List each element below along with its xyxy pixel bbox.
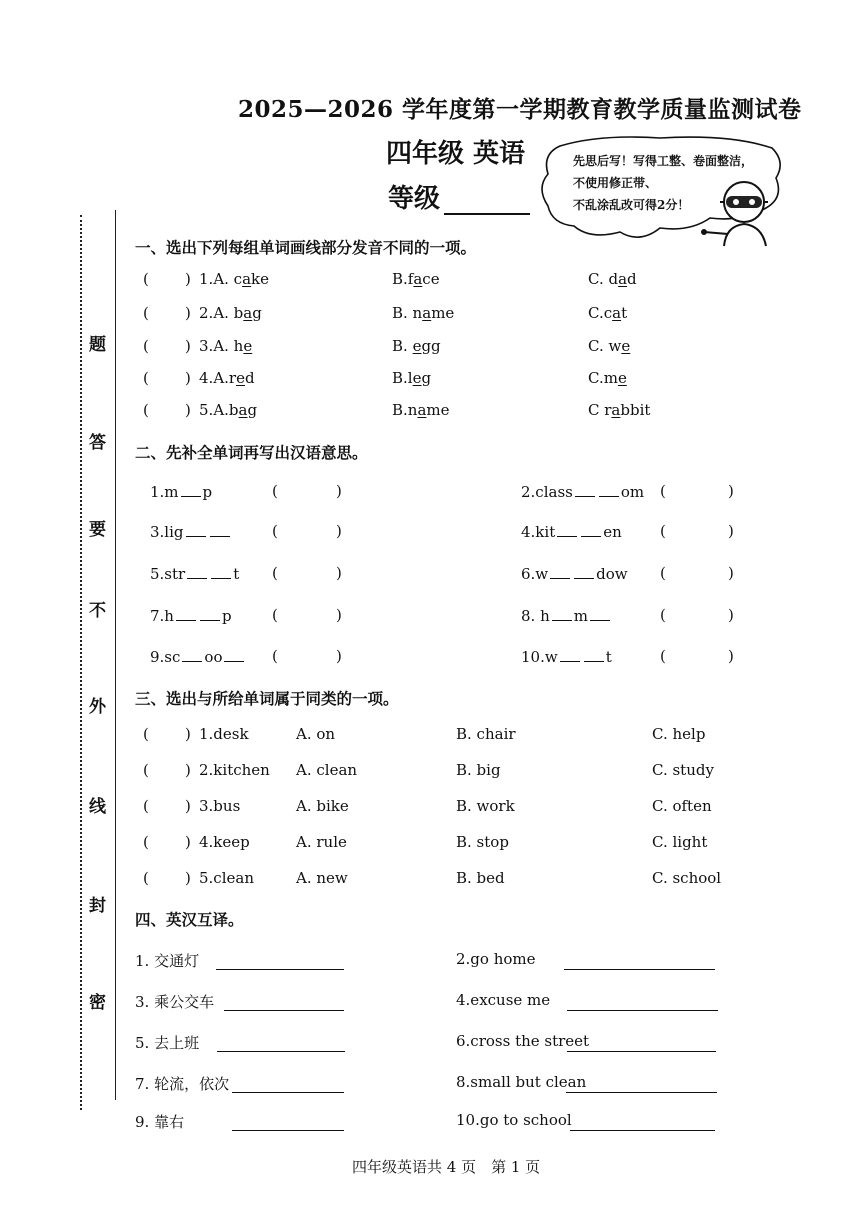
bubble-line-2: 不使用修正带、 [573,176,658,190]
answer-paren-open[interactable]: ( [143,797,149,815]
option-a: A. bike [296,797,349,815]
option-b: B. stop [456,833,509,851]
answer-line[interactable] [564,953,715,970]
answer-paren-open[interactable]: ( [143,369,149,387]
answer-paren-open[interactable]: ( [143,304,149,322]
binding-char-4: 不 [89,601,106,621]
fill-word [150,564,239,583]
answer-paren-open[interactable]: ( [143,401,149,419]
letter-blank[interactable] [211,564,231,579]
question-option-c [588,401,650,419]
word-prefix: 7.h [150,607,174,625]
letter-blank[interactable] [181,482,201,497]
answer-line[interactable] [224,994,344,1011]
option-c: C. school [652,869,722,887]
binding-char-6: 线 [89,797,106,817]
translate-item: 3. 乘公交车 [135,993,215,1011]
section2-title: 二、先补全单词再写出汉语意思。 [135,443,368,462]
answer-paren-open[interactable]: ( [143,270,149,288]
word-suffix: p [202,483,213,501]
question-option-b [392,337,441,355]
answer-line[interactable] [566,1076,717,1093]
question-option-b [392,369,431,387]
option-b: B. work [456,797,515,815]
word-suffix: t [233,565,240,583]
option-text: bbit [620,401,651,419]
word-middle: m [573,607,588,625]
question-option-a [199,337,252,355]
underlined-letter: a [611,401,621,419]
question-option-c [588,304,627,322]
meaning-paren-close: ) [336,606,342,624]
fill-word [150,606,232,625]
letter-blank[interactable] [176,606,196,621]
meaning-paren-close: ) [728,606,734,624]
binding-char-7: 封 [89,896,106,916]
option-text: B.f [392,270,414,288]
meaning-paren-close: ) [336,522,342,540]
option-a: A. new [296,869,348,887]
option-text: C.c [588,304,613,322]
question-number: 1. [199,270,214,288]
underlined-letter: a [242,270,252,288]
meaning-paren-open[interactable]: ( [272,606,278,624]
answer-paren-close: ) [185,869,191,887]
underlined-letter: a [618,270,628,288]
word-middle: oo [204,648,223,666]
word-prefix: 2.class [521,483,573,501]
section4-title: 四、英汉互译。 [135,910,244,929]
answer-paren-close: ) [185,797,191,815]
exam-title: 2025—2026 学年度第一学期教育教学质量监测试卷 [238,96,802,123]
answer-line[interactable] [567,994,718,1011]
question-number: 5. [199,401,214,419]
translate-item: 5. 去上班 [135,1034,200,1052]
grade-label: 等级 [388,184,441,214]
question-option-a [199,369,255,387]
answer-paren-close: ) [185,761,191,779]
underlined-letter: a [238,401,248,419]
word-suffix: en [603,523,622,541]
fill-word [521,647,612,666]
option-text: g [252,304,262,322]
option-text: B.n [392,401,418,419]
meaning-paren-open[interactable]: ( [660,606,666,624]
bubble-line-1: 先思后写！写得工整、卷面整洁， [573,154,754,168]
answer-paren-open[interactable]: ( [143,869,149,887]
grade-blank[interactable] [444,191,530,215]
binding-char-3: 要 [89,520,106,540]
option-text: ce [422,270,440,288]
option-text: me [431,304,455,322]
exam-subtitle: 四年级 英语 [386,139,526,169]
meaning-paren-open[interactable]: ( [660,564,666,582]
word-suffix: p [221,607,232,625]
option-text: C.m [588,369,618,387]
underlined-letter: a [422,304,432,322]
question-word: 4.keep [199,833,250,851]
question-option-a [199,270,269,288]
answer-paren-close: ) [185,833,191,851]
letter-blank[interactable] [210,522,230,537]
letter-blank[interactable] [590,606,610,621]
word-prefix: 3.lig [150,523,184,541]
question-word: 3.bus [199,797,241,815]
meaning-paren-close: ) [728,564,734,582]
answer-paren-open[interactable]: ( [143,337,149,355]
question-option-b [392,270,440,288]
answer-paren-close: ) [185,304,191,322]
meaning-paren-close: ) [728,647,734,665]
translate-item: 1. 交通灯 [135,952,200,970]
option-text: C. d [588,270,619,288]
question-word: 1.desk [199,725,249,743]
fill-word [521,482,644,501]
answer-line[interactable] [567,1035,716,1052]
letter-blank[interactable] [187,564,207,579]
option-text: g [247,401,258,419]
meaning-paren-open[interactable]: ( [272,522,278,540]
option-text: C r [588,401,612,419]
letter-blank[interactable] [552,606,572,621]
answer-line[interactable] [232,1076,344,1093]
meaning-paren-open[interactable]: ( [272,482,278,500]
word-prefix: 5.str [150,565,186,583]
letter-blank[interactable] [574,564,594,579]
answer-paren-close: ) [185,270,191,288]
option-text: A.r [213,369,237,387]
letter-blank[interactable] [550,564,570,579]
translate-item: 2.go home [456,950,536,968]
meaning-paren-close: ) [336,647,342,665]
meaning-paren-close: ) [728,522,734,540]
option-text: A. h [213,337,244,355]
binding-char-5: 外 [89,697,106,717]
underlined-letter: e [412,369,422,387]
option-text: t [621,304,628,322]
answer-paren-open[interactable]: ( [143,725,149,743]
question-option-c [588,337,630,355]
option-text: A. b [213,304,244,322]
option-b: B. big [456,761,501,779]
word-prefix: 4.kit [521,523,556,541]
option-text: B. n [392,304,423,322]
word-prefix: 10.w [521,648,558,666]
meaning-paren-close: ) [728,482,734,500]
option-a: A. on [296,725,336,743]
question-number: 4. [199,369,214,387]
option-a: A. rule [296,833,347,851]
underlined-letter: e [412,337,422,355]
option-c: C. light [652,833,708,851]
meaning-paren-open[interactable]: ( [272,564,278,582]
bubble-line-3: 不乱涂乱改可得2分！ [573,198,690,212]
option-text: gg [421,337,441,355]
answer-line[interactable] [570,1114,715,1131]
translate-item: 8.small but clean [456,1073,587,1091]
question-option-c [588,270,637,288]
letter-blank[interactable] [584,647,604,662]
word-prefix: 9.sc [150,648,181,666]
binding-solid-line [115,210,116,1100]
underlined-letter: a [612,304,622,322]
answer-paren-close: ) [185,401,191,419]
question-word: 5.clean [199,869,254,887]
word-prefix: 1.m [150,483,179,501]
letter-blank[interactable] [224,647,244,662]
question-option-a [199,304,262,322]
fill-word [521,564,628,583]
section3-title: 三、选出与所给单词属于同类的一项。 [135,689,399,708]
question-option-c [588,369,627,387]
translate-item: 6.cross the street [456,1032,590,1050]
answer-paren-close: ) [185,337,191,355]
question-word: 2.kitchen [199,761,270,779]
letter-blank[interactable] [186,522,206,537]
option-text: A.b [213,401,239,419]
option-text: C. w [588,337,622,355]
page-footer: 四年级英语共 4 页 第 1 页 [352,1158,541,1176]
underlined-letter: e [617,369,627,387]
word-prefix: 6.w [521,565,549,583]
option-a: A. clean [296,761,358,779]
meaning-paren-open[interactable]: ( [660,522,666,540]
option-text: me [426,401,450,419]
letter-blank[interactable] [182,647,202,662]
question-option-a [199,401,257,419]
fill-word [521,606,612,625]
underlined-letter: a [413,270,423,288]
translate-item: 7. 轮流，依次 [135,1075,230,1093]
robot-icon [700,176,780,254]
fill-word [521,522,622,541]
translate-item: 4.excuse me [456,991,551,1009]
answer-line[interactable] [216,953,344,970]
option-text: B.l [392,369,413,387]
fill-word [150,522,232,541]
option-text: d [244,369,255,387]
letter-blank[interactable] [560,647,580,662]
option-c: C. often [652,797,712,815]
answer-paren-close: ) [185,725,191,743]
word-prefix: 8. h [521,607,550,625]
section1-title: 一、选出下列每组单词画线部分发音不同的一项。 [135,238,477,257]
binding-dotted-line [80,215,82,1110]
underlined-letter: a [243,304,253,322]
binding-char-1: 题 [89,335,106,355]
word-suffix: dow [596,565,628,583]
fill-word [150,482,212,501]
underlined-letter: e [621,337,631,355]
word-suffix: t [605,648,612,666]
translate-item: 9. 靠右 [135,1113,185,1131]
answer-paren-open[interactable]: ( [143,833,149,851]
binding-char-2: 答 [89,433,106,453]
question-option-b [392,401,450,419]
meaning-paren-open[interactable]: ( [660,482,666,500]
grade-field [388,178,530,215]
meaning-paren-open[interactable]: ( [272,647,278,665]
option-text: ke [251,270,270,288]
option-c: C. study [652,761,714,779]
translate-item: 10.go to school [456,1111,572,1129]
word-suffix: om [620,483,645,501]
fill-word [150,647,246,666]
letter-blank[interactable] [557,522,577,537]
option-text: B. [392,337,413,355]
meaning-paren-close: ) [336,564,342,582]
letter-blank[interactable] [581,522,601,537]
letter-blank[interactable] [599,482,619,497]
question-option-b [392,304,454,322]
underlined-letter: e [243,337,253,355]
answer-line[interactable] [232,1114,344,1131]
binding-char-8: 密 [89,993,106,1013]
meaning-paren-close: ) [336,482,342,500]
answer-paren-open[interactable]: ( [143,761,149,779]
answer-paren-close: ) [185,369,191,387]
question-number: 3. [199,337,214,355]
option-text: g [421,369,432,387]
meaning-paren-open[interactable]: ( [660,647,666,665]
letter-blank[interactable] [200,606,220,621]
option-text: A. c [213,270,243,288]
option-c: C. help [652,725,706,743]
underlined-letter: e [236,369,245,387]
option-text: d [627,270,637,288]
letter-blank[interactable] [575,482,595,497]
question-number: 2. [199,304,214,322]
answer-line[interactable] [217,1035,345,1052]
option-b: B. chair [456,725,516,743]
option-b: B. bed [456,869,505,887]
underlined-letter: a [417,401,427,419]
